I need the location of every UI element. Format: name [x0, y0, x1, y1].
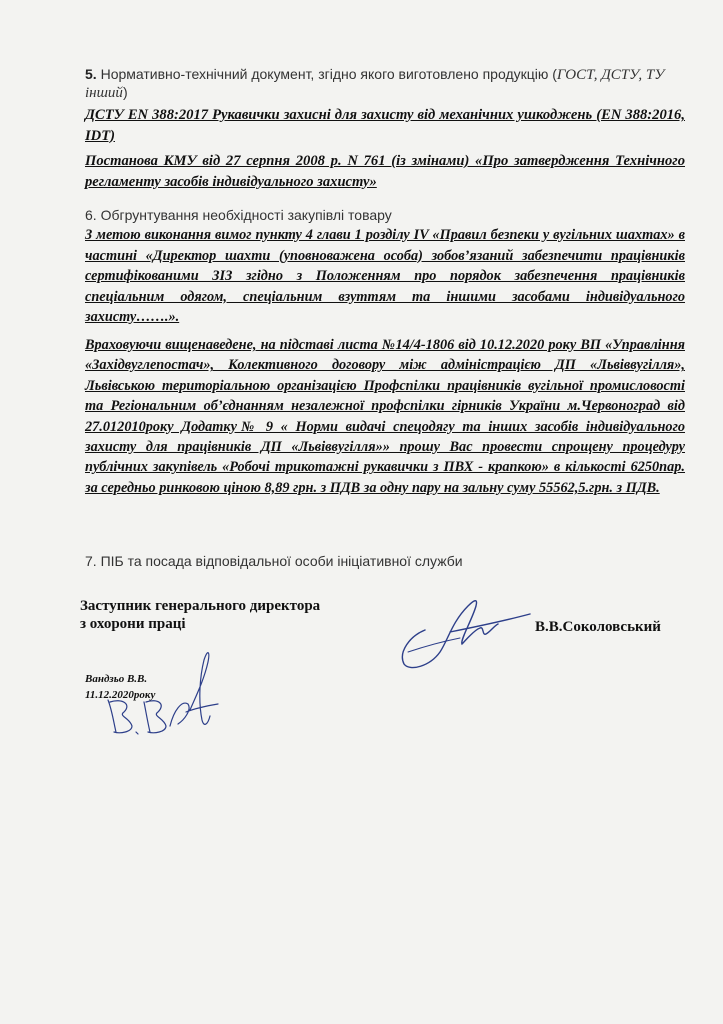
executor-date: 11.12.2020року — [85, 689, 156, 701]
section-7-number: 7. — [85, 553, 97, 569]
resolution-reference: Постанова КМУ від 27 серпня 2008 р. N 761 (із змінами) «Про затвердження Технічного регламенту засобів індивідуального захисту» — [85, 153, 685, 190]
section-5-heading — [85, 66, 685, 102]
signatory-name: В.В.Соколовський — [535, 619, 661, 635]
section-5-heading-close: ) — [122, 84, 128, 100]
executor-signature — [100, 640, 225, 745]
section-5-number: 5. — [85, 66, 97, 82]
signatory-position-line-2: з охорони праці — [80, 616, 186, 632]
section-6-heading-text: Обгрунтування необхідності закупівлі товару — [100, 207, 392, 223]
section-5-heading-text: Нормативно-технічний документ, згідно якого виготовлено продукцію ( — [100, 66, 557, 82]
executor-name: Вандзьо В.В. — [85, 673, 148, 685]
section-6-heading — [85, 207, 685, 224]
section-7-heading — [85, 553, 685, 570]
justification-paragraph-2: Враховуючи вищенаведене, на підставі листа №14/4-1806 від 10.12.2020 року ВП «Управління «Західвуглепостач», Колективного договору між адміністрацією ДП «Львіввугілля», Львівською територіальною організацією Профспілки працівників вугільної промисловості та Регіональним об’єднанням незалежної профспілки гірників України м.Червоноград від 27.012010року Додатку№ 9 « Норми видачі спецодягу та інших засобів індивідуального захисту для працівників ДП «Львіввугілля»» прошу Вас провести спрощену процедуру публічних закупівель «Робочі трикотажні рукавички з ПВХ - крапкою» в кількості 6250пар. за середньо ринковою ціною 8,89 грн. з ПДВ за одну пару на зальну суму 55562,5.грн. з ПДВ. — [85, 337, 685, 496]
section-5-heading-italic: ГОСТ, ДСТУ, ТУ інший — [85, 67, 665, 101]
section-7-heading-text: ПІБ та посада відповідальної особи ініціативної служби — [100, 553, 463, 569]
standard-reference: ДСТУ EN 388:2017 Рукавички захисні для захисту від механічних ушкоджень (EN 388:2016, IDT) — [85, 107, 685, 144]
signatory-position-line-1: Заступник генерального директора — [80, 598, 321, 614]
director-signature — [390, 592, 540, 676]
section-6-number: 6. — [85, 207, 97, 223]
justification-paragraph-1: З метою виконання вимог пункту 4 глави 1 розділу IV «Правил безпеки у вугільних шахтах» в частині «Директор шахти (уповноважена особа) зобов’язаний забезпечити працівників сертифікованими ЗІЗ згідно з Положенням про порядок забезпечення працівників спеціальним одягом, спеціальним взуттям та іншими засобами індивідуального захисту…….». — [85, 227, 685, 325]
